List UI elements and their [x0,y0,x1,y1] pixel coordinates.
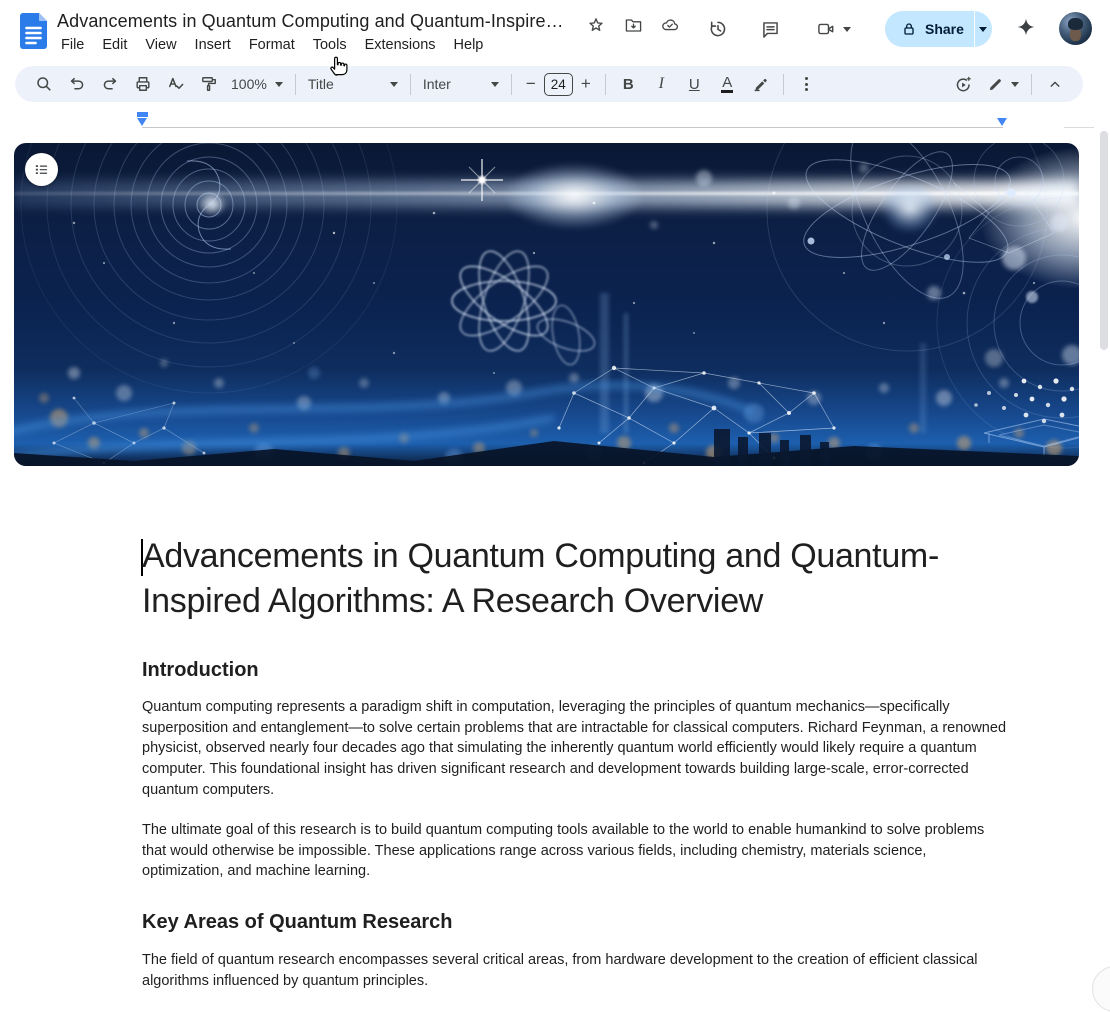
increase-font-size-button[interactable]: + [580,74,591,93]
account-avatar[interactable] [1059,12,1092,45]
toolbar-separator [783,74,784,95]
italic-button[interactable] [646,70,676,98]
share-dropdown-button[interactable] [975,11,992,47]
zoom-caret-icon [275,82,283,87]
menu-edit[interactable]: Edit [102,37,128,53]
share-button-main[interactable] [885,11,974,47]
paragraph[interactable]: The ultimate goal of this research is to build quantum computing tools available to the world to enable humankind to solve problems that would otherwise be impossible. These applications range across various fields, including chemistry, materials science, optimization, and machine learning. [142,822,985,880]
document-title-field[interactable]: Advancements in Quantum Computing and Quantum-Inspire… [57,11,564,31]
ruler-right-segment [1064,127,1094,128]
scrollbar-thumb[interactable] [1100,131,1108,350]
text-color-label: A [722,73,733,91]
first-line-indent-marker[interactable] [137,112,148,117]
spellcheck-icon[interactable] [161,70,191,98]
toolbar-separator [410,74,411,95]
print-icon[interactable] [128,70,158,98]
formatting-toolbar [15,66,1083,102]
move-folder-icon[interactable] [621,13,645,37]
right-indent-marker[interactable] [997,118,1007,126]
vertical-dots-icon [805,77,808,91]
toolbar-separator [511,74,512,95]
italic-label: I [658,75,664,92]
cover-artwork [14,143,1079,466]
share-button[interactable] [885,11,992,47]
style-value: Title [307,76,334,92]
lock-icon [901,21,917,37]
text-color-button[interactable] [712,70,742,98]
zoom-select[interactable] [225,76,289,92]
outline-list-icon [33,161,50,178]
bold-label: B [622,75,634,93]
underline-label: U [688,75,700,93]
font-family-select[interactable] [417,76,505,92]
toolbar-separator [1031,74,1032,95]
menu-insert[interactable]: Insert [194,37,231,53]
style-caret-icon [390,82,398,87]
menu-help[interactable]: Help [453,37,484,53]
paint-format-icon[interactable] [194,70,224,98]
cloud-saved-icon[interactable] [658,13,682,37]
edit-mode-caret-icon [1011,82,1019,87]
menu-format[interactable]: Format [248,37,295,53]
highlight-color-icon[interactable] [745,70,775,98]
menu-file[interactable]: File [61,37,85,53]
cover-image[interactable] [14,143,1079,466]
ruler [142,127,1003,128]
top-bar [0,0,1110,58]
underline-button[interactable] [679,70,709,98]
corner-floating-button[interactable] [1092,966,1110,1012]
document-heading-title[interactable]: Advancements in Quantum Computing and Quantum-Inspired Algorithms: A Research Overview [142,537,939,620]
share-divider [974,11,975,47]
redo-icon[interactable] [95,70,125,98]
gemini-icon[interactable] [1014,16,1038,40]
undo-icon[interactable] [62,70,92,98]
video-call-icon[interactable] [810,17,854,41]
font-value: Inter [422,76,451,92]
more-options-icon[interactable] [791,70,821,98]
paragraph[interactable]: The field of quantum research encompasses several critical areas, from hardware development to the creation of efficient classical algorithms influenced by quantum principles. [142,952,978,989]
toolbar-separator [295,74,296,95]
decrease-font-size-button[interactable]: − [525,74,536,93]
share-label: Share [925,21,964,37]
document-action-icons [706,17,854,41]
left-indent-marker[interactable] [137,118,147,126]
paragraph[interactable]: Quantum computing represents a paradigm shift in computation, leveraging the principles of quantum mechanics—specifically superposition and entanglement—to solve certain problems that are intractable for classical computers. Richard Feynman, a renowned physicist, observed nearly four decades ago that simulating the inherently quantum world efficiently would likely require a quantum computer. This foundational insight has driven significant research and development towards building large-scale, error-corrected quantum computers. [142,699,1007,798]
menu-bar [52,35,492,55]
pencil-icon [986,75,1005,94]
section-heading-introduction[interactable]: Introduction [142,659,259,681]
toolbar-right-group [947,70,1071,98]
menu-view[interactable]: View [145,37,177,53]
title-action-icons [584,13,682,37]
bold-button[interactable] [613,70,643,98]
zoom-value: 100% [231,76,267,92]
collapse-toolbar-icon[interactable] [1040,70,1070,98]
star-icon[interactable] [584,13,608,37]
font-size-input[interactable]: 24 [544,73,573,96]
font-caret-icon [491,82,499,87]
menu-extensions[interactable]: Extensions [364,37,436,53]
share-caret-icon [979,27,987,32]
version-history-icon[interactable] [706,17,730,41]
video-call-caret-icon [843,27,851,32]
editing-mode-select[interactable] [980,75,1025,94]
section-heading-key-areas[interactable]: Key Areas of Quantum Research [142,911,453,933]
google-docs-logo[interactable] [20,13,47,49]
menu-tools[interactable]: Tools [312,37,347,53]
replay-sparkle-icon[interactable] [949,70,979,98]
document-outline-button[interactable] [25,153,58,186]
toolbar-separator [605,74,606,95]
search-menus-icon[interactable] [29,70,59,98]
comments-icon[interactable] [758,17,782,41]
paragraph-style-select[interactable] [302,76,404,92]
